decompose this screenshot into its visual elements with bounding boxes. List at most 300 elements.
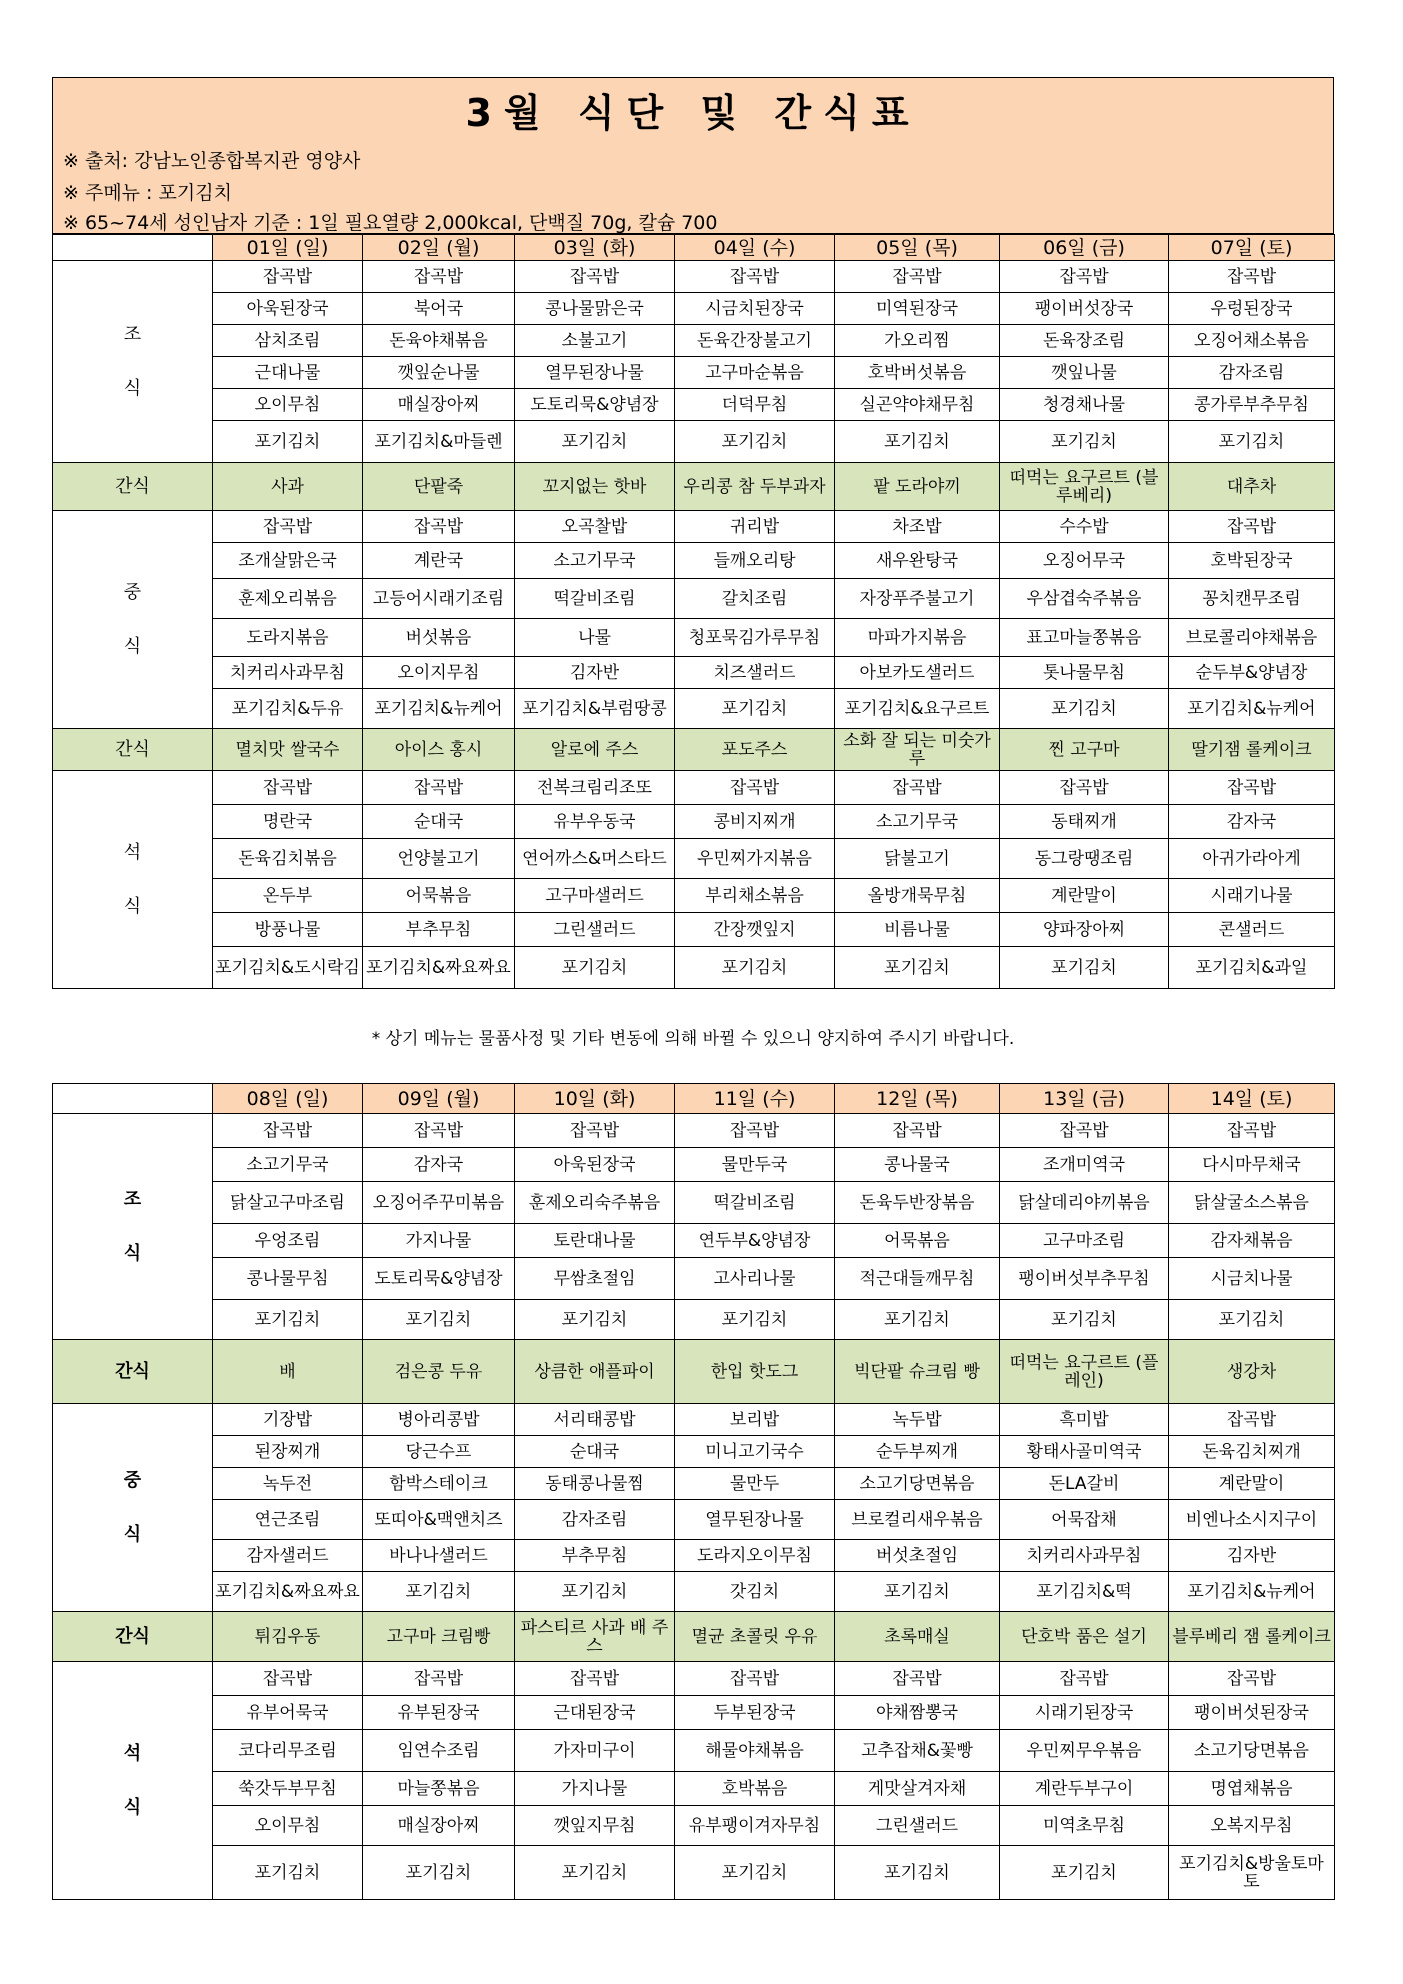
dinner-label-2: 식 bbox=[123, 1796, 142, 1818]
dinner-row bbox=[53, 1696, 1335, 1730]
menu-cell: 잡곡밥 bbox=[1000, 261, 1169, 293]
menu-cell: 잡곡밥 bbox=[363, 261, 515, 293]
snack-cell: 떠먹는 요구르트 (플레인) bbox=[1000, 1340, 1169, 1404]
menu-cell: 연근조림 bbox=[213, 1500, 363, 1540]
menu-cell: 청포묵김가루무침 bbox=[675, 619, 835, 657]
menu-cell: 떡갈비조림 bbox=[515, 579, 675, 619]
menu-cell: 동태콩나물찜 bbox=[515, 1468, 675, 1500]
menu-cell: 계란말이 bbox=[1169, 1468, 1335, 1500]
menu-cell: 수수밥 bbox=[1000, 511, 1169, 543]
menu-cell: 마파가지볶음 bbox=[835, 619, 1000, 657]
dinner-label bbox=[53, 771, 213, 989]
menu-cell: 포기김치 bbox=[1000, 1300, 1169, 1340]
menu-cell: 포기김치 bbox=[835, 1846, 1000, 1900]
menu-cell: 적근대들깨무침 bbox=[835, 1258, 1000, 1300]
breakfast-row bbox=[53, 1300, 1335, 1340]
menu-cell: 잡곡밥 bbox=[1169, 1662, 1335, 1696]
menu-cell: 그린샐러드 bbox=[515, 913, 675, 947]
note-standard: ※ 65~74세 성인남자 기준 : 1일 필요열량 2,000kcal, 단백질 70g, 칼슘 700 bbox=[63, 212, 718, 234]
menu-cell: 치커리사과무침 bbox=[213, 657, 363, 689]
menu-cell: 나물 bbox=[515, 619, 675, 657]
menu-cell: 차조밥 bbox=[835, 511, 1000, 543]
breakfast-label-2: 식 bbox=[123, 377, 142, 399]
menu-cell: 콩나물국 bbox=[835, 1148, 1000, 1182]
menu-cell: 포기김치&떡 bbox=[1000, 1572, 1169, 1612]
menu-cell: 잡곡밥 bbox=[835, 1662, 1000, 1696]
menu-cell: 소고기당면볶음 bbox=[1169, 1730, 1335, 1772]
lunch-row bbox=[53, 689, 1335, 729]
menu-cell: 포기김치 bbox=[515, 947, 675, 989]
menu-cell: 포기김치 bbox=[835, 947, 1000, 989]
menu-cell: 언양불고기 bbox=[363, 839, 515, 879]
menu-cell: 아욱된장국 bbox=[515, 1148, 675, 1182]
menu-cell: 포기김치&뉴케어 bbox=[1169, 1572, 1335, 1612]
snack-cell: 대추차 bbox=[1169, 463, 1335, 511]
menu-cell: 감자조림 bbox=[515, 1500, 675, 1540]
menu-cell: 전복크림리조또 bbox=[515, 771, 675, 805]
menu-cell: 포기김치 bbox=[515, 1572, 675, 1612]
snack-cell: 아이스 홍시 bbox=[363, 729, 515, 771]
breakfast-row bbox=[53, 1114, 1335, 1148]
menu-cell: 잡곡밥 bbox=[1169, 771, 1335, 805]
menu-cell: 브로컬리새우볶음 bbox=[835, 1500, 1000, 1540]
menu-cell: 잡곡밥 bbox=[363, 771, 515, 805]
snack-cell: 멸치맛 쌀국수 bbox=[213, 729, 363, 771]
breakfast-row bbox=[53, 1182, 1335, 1224]
menu-cell: 고구마조림 bbox=[1000, 1224, 1169, 1258]
menu-cell: 삼치조림 bbox=[213, 325, 363, 357]
lunch-label-1: 중 bbox=[123, 581, 142, 603]
menu-cell: 북어국 bbox=[363, 293, 515, 325]
breakfast-row bbox=[53, 1148, 1335, 1182]
menu-cell: 표고마늘쫑볶음 bbox=[1000, 619, 1169, 657]
menu-cell: 포기김치 bbox=[363, 1300, 515, 1340]
menu-cell: 갈치조림 bbox=[675, 579, 835, 619]
menu-cell: 포기김치 bbox=[1169, 421, 1335, 463]
breakfast-row bbox=[53, 357, 1335, 389]
menu-cell: 오징어무국 bbox=[1000, 543, 1169, 579]
menu-cell: 포기김치 bbox=[675, 1300, 835, 1340]
menu-cell: 오이무침 bbox=[213, 389, 363, 421]
snack1-row bbox=[53, 1340, 1335, 1404]
menu-cell: 콩나물맑은국 bbox=[515, 293, 675, 325]
menu-cell: 열무된장나물 bbox=[515, 357, 675, 389]
lunch-row bbox=[53, 1404, 1335, 1436]
menu-cell: 고등어시래기조림 bbox=[363, 579, 515, 619]
snack-cell: 상큼한 애플파이 bbox=[515, 1340, 675, 1404]
menu-cell: 조개살맑은국 bbox=[213, 543, 363, 579]
menu-cell: 근대나물 bbox=[213, 357, 363, 389]
menu-cell: 포기김치 bbox=[213, 1846, 363, 1900]
menu-cell: 임연수조림 bbox=[363, 1730, 515, 1772]
menu-cell: 포기김치 bbox=[675, 1846, 835, 1900]
menu-cell: 순대국 bbox=[515, 1436, 675, 1468]
day-header: 02일 (월) bbox=[363, 235, 515, 261]
menu-cell: 된장찌개 bbox=[213, 1436, 363, 1468]
day-header: 09일 (월) bbox=[363, 1084, 515, 1114]
menu-cell: 꽁치캔무조림 bbox=[1169, 579, 1335, 619]
snack-label: 간식 bbox=[53, 1612, 213, 1662]
breakfast-row bbox=[53, 1258, 1335, 1300]
menu-cell: 닭살데리야끼볶음 bbox=[1000, 1182, 1169, 1224]
menu-cell: 녹두전 bbox=[213, 1468, 363, 1500]
lunch-label bbox=[53, 1404, 213, 1612]
dinner-row bbox=[53, 1846, 1335, 1900]
menu-cell: 오이무침 bbox=[213, 1806, 363, 1846]
menu-cell: 포기김치 bbox=[1000, 1846, 1169, 1900]
menu-cell: 잡곡밥 bbox=[213, 511, 363, 543]
snack-cell: 단호박 품은 설기 bbox=[1000, 1612, 1169, 1662]
breakfast-row bbox=[53, 421, 1335, 463]
corner-cell bbox=[53, 1084, 213, 1114]
menu-cell: 잡곡밥 bbox=[363, 511, 515, 543]
menu-cell: 잡곡밥 bbox=[1169, 261, 1335, 293]
page-title: 3월 식단 및 간식표 bbox=[465, 91, 921, 135]
snack-cell: 배 bbox=[213, 1340, 363, 1404]
breakfast-label-1: 조 bbox=[123, 323, 142, 345]
menu-cell: 깻잎순나물 bbox=[363, 357, 515, 389]
lunch-row bbox=[53, 1468, 1335, 1500]
menu-cell: 부추무침 bbox=[515, 1540, 675, 1572]
menu-cell: 어묵볶음 bbox=[835, 1224, 1000, 1258]
menu-cell: 닭살굴소스볶음 bbox=[1169, 1182, 1335, 1224]
breakfast-row bbox=[53, 293, 1335, 325]
menu-cell: 돈육야채볶음 bbox=[363, 325, 515, 357]
dinner-row bbox=[53, 771, 1335, 805]
corner-cell bbox=[53, 235, 213, 261]
menu-cell: 야채짬뽕국 bbox=[835, 1696, 1000, 1730]
menu-cell: 가자미구이 bbox=[515, 1730, 675, 1772]
menu-cell: 잡곡밥 bbox=[213, 771, 363, 805]
breakfast-row bbox=[53, 325, 1335, 357]
snack-cell: 단팥죽 bbox=[363, 463, 515, 511]
menu-cell: 물만두국 bbox=[675, 1148, 835, 1182]
snack-cell: 한입 핫도그 bbox=[675, 1340, 835, 1404]
menu-cell: 비름나물 bbox=[835, 913, 1000, 947]
day-header: 14일 (토) bbox=[1169, 1084, 1335, 1114]
menu-cell: 잡곡밥 bbox=[213, 261, 363, 293]
menu-cell: 깻잎지무침 bbox=[515, 1806, 675, 1846]
menu-cell: 부추무침 bbox=[363, 913, 515, 947]
day-header-row bbox=[53, 235, 1335, 261]
menu-cell: 팽이버섯장국 bbox=[1000, 293, 1169, 325]
menu-cell: 치즈샐러드 bbox=[675, 657, 835, 689]
menu-cell: 잡곡밥 bbox=[363, 1114, 515, 1148]
menu-cell: 콩비지찌개 bbox=[675, 805, 835, 839]
menu-cell: 닭살고구마조림 bbox=[213, 1182, 363, 1224]
menu-cell: 포기김치 bbox=[363, 1572, 515, 1612]
menu-cell: 가오리찜 bbox=[835, 325, 1000, 357]
menu-cell: 그린샐러드 bbox=[835, 1806, 1000, 1846]
menu-cell: 오곡찰밥 bbox=[515, 511, 675, 543]
menu-cell: 오이지무침 bbox=[363, 657, 515, 689]
menu-cell: 훈제오리숙주볶음 bbox=[515, 1182, 675, 1224]
menu-cell: 포기김치 bbox=[213, 1300, 363, 1340]
menu-cell: 돈LA갈비 bbox=[1000, 1468, 1169, 1500]
menu-cell: 돈육두반장볶음 bbox=[835, 1182, 1000, 1224]
dinner-row bbox=[53, 1772, 1335, 1806]
menu-cell: 포기김치&마들렌 bbox=[363, 421, 515, 463]
menu-cell: 잡곡밥 bbox=[835, 1114, 1000, 1148]
menu-cell: 무쌈초절임 bbox=[515, 1258, 675, 1300]
menu-cell: 잡곡밥 bbox=[515, 261, 675, 293]
menu-cell: 포기김치 bbox=[675, 947, 835, 989]
menu-cell: 미역초무침 bbox=[1000, 1806, 1169, 1846]
menu-cell: 아욱된장국 bbox=[213, 293, 363, 325]
menu-cell: 아보카도샐러드 bbox=[835, 657, 1000, 689]
menu-cell: 유부팽이겨자무침 bbox=[675, 1806, 835, 1846]
menu-cell: 열무된장나물 bbox=[675, 1500, 835, 1540]
lunch-row bbox=[53, 1572, 1335, 1612]
lunch-row bbox=[53, 657, 1335, 689]
menu-cell: 우렁된장국 bbox=[1169, 293, 1335, 325]
menu-cell: 녹두밥 bbox=[835, 1404, 1000, 1436]
menu-cell: 도토리묵&양념장 bbox=[515, 389, 675, 421]
menu-cell: 돈육김치볶음 bbox=[213, 839, 363, 879]
menu-cell: 포기김치 bbox=[835, 1572, 1000, 1612]
menu-cell: 콘샐러드 bbox=[1169, 913, 1335, 947]
snack-label: 간식 bbox=[53, 729, 213, 771]
menu-cell: 토란대나물 bbox=[515, 1224, 675, 1258]
menu-cell: 근대된장국 bbox=[515, 1696, 675, 1730]
snack-cell: 빅단팥 슈크림 빵 bbox=[835, 1340, 1000, 1404]
snack-cell: 블루베리 잼 롤케이크 bbox=[1169, 1612, 1335, 1662]
menu-cell: 팽이버섯된장국 bbox=[1169, 1696, 1335, 1730]
menu-cell: 물만두 bbox=[675, 1468, 835, 1500]
menu-cell: 매실장아찌 bbox=[363, 1806, 515, 1846]
menu-cell: 우엉조림 bbox=[213, 1224, 363, 1258]
lunch-row bbox=[53, 579, 1335, 619]
menu-cell: 감자채볶음 bbox=[1169, 1224, 1335, 1258]
snack1-row bbox=[53, 463, 1335, 511]
note-source: ※ 출처: 강남노인종합복지관 영양사 bbox=[63, 150, 361, 172]
menu-cell: 포기김치&짜요짜요 bbox=[363, 947, 515, 989]
menu-cell: 명엽채볶음 bbox=[1169, 1772, 1335, 1806]
menu-cell: 잡곡밥 bbox=[1000, 1114, 1169, 1148]
menu-cell: 닭불고기 bbox=[835, 839, 1000, 879]
menu-cell: 시래기된장국 bbox=[1000, 1696, 1169, 1730]
menu-cell: 김자반 bbox=[515, 657, 675, 689]
menu-cell: 계란두부구이 bbox=[1000, 1772, 1169, 1806]
menu-cell: 포기김치 bbox=[1169, 1300, 1335, 1340]
snack-cell: 고구마 크림빵 bbox=[363, 1612, 515, 1662]
menu-cell: 치커리사과무침 bbox=[1000, 1540, 1169, 1572]
menu-cell: 서리태콩밥 bbox=[515, 1404, 675, 1436]
menu-cell: 잡곡밥 bbox=[675, 261, 835, 293]
breakfast-label-2: 식 bbox=[123, 1242, 142, 1264]
menu-cell: 마늘쫑볶음 bbox=[363, 1772, 515, 1806]
menu-cell: 들깨오리탕 bbox=[675, 543, 835, 579]
menu-cell: 감자국 bbox=[363, 1148, 515, 1182]
menu-cell: 함박스테이크 bbox=[363, 1468, 515, 1500]
menu-cell: 실곤약야채무침 bbox=[835, 389, 1000, 421]
menu-cell: 바나나샐러드 bbox=[363, 1540, 515, 1572]
menu-cell: 소고기무국 bbox=[213, 1148, 363, 1182]
menu-cell: 고구마순볶음 bbox=[675, 357, 835, 389]
menu-cell: 잡곡밥 bbox=[835, 261, 1000, 293]
dinner-row bbox=[53, 913, 1335, 947]
menu-cell: 방풍나물 bbox=[213, 913, 363, 947]
menu-cell: 계란국 bbox=[363, 543, 515, 579]
menu-cell: 브로콜리야채볶음 bbox=[1169, 619, 1335, 657]
day-header: 12일 (목) bbox=[835, 1084, 1000, 1114]
menu-cell: 해물야채볶음 bbox=[675, 1730, 835, 1772]
menu-cell: 포기김치 bbox=[363, 1846, 515, 1900]
menu-cell: 연어까스&머스타드 bbox=[515, 839, 675, 879]
menu-cell: 포기김치&두유 bbox=[213, 689, 363, 729]
menu-cell: 자장푸주불고기 bbox=[835, 579, 1000, 619]
note-main-menu: ※ 주메뉴 : 포기김치 bbox=[63, 182, 232, 204]
lunch-label-2: 식 bbox=[123, 1523, 142, 1545]
change-notice: * 상기 메뉴는 물품사정 및 기타 변동에 의해 바뀔 수 있으니 양지하여 주시기 바랍니다. bbox=[371, 1029, 1015, 1049]
breakfast-row bbox=[53, 261, 1335, 293]
menu-cell: 청경채나물 bbox=[1000, 389, 1169, 421]
snack-cell: 포도주스 bbox=[675, 729, 835, 771]
menu-cell: 소고기당면볶음 bbox=[835, 1468, 1000, 1500]
day-header: 11일 (수) bbox=[675, 1084, 835, 1114]
menu-cell: 잡곡밥 bbox=[675, 771, 835, 805]
breakfast-label bbox=[53, 261, 213, 463]
snack-cell: 검은콩 두유 bbox=[363, 1340, 515, 1404]
menu-cell: 포기김치&요구르트 bbox=[835, 689, 1000, 729]
dinner-row bbox=[53, 1806, 1335, 1846]
menu-cell: 포기김치 bbox=[1000, 689, 1169, 729]
menu-cell: 부리채소볶음 bbox=[675, 879, 835, 913]
week2-menu-table bbox=[52, 1083, 1335, 1900]
menu-cell: 포기김치 bbox=[675, 689, 835, 729]
breakfast-label-1: 조 bbox=[123, 1188, 142, 1210]
menu-cell: 유부된장국 bbox=[363, 1696, 515, 1730]
menu-cell: 잡곡밥 bbox=[1169, 1114, 1335, 1148]
menu-cell: 게맛살겨자채 bbox=[835, 1772, 1000, 1806]
menu-cell: 감자국 bbox=[1169, 805, 1335, 839]
lunch-label bbox=[53, 511, 213, 729]
day-header: 03일 (화) bbox=[515, 235, 675, 261]
menu-cell: 오복지무침 bbox=[1169, 1806, 1335, 1846]
dinner-label-1: 석 bbox=[123, 841, 142, 863]
menu-cell: 포기김치 bbox=[213, 421, 363, 463]
snack-cell: 우리콩 참 두부과자 bbox=[675, 463, 835, 511]
menu-cell: 어묵볶음 bbox=[363, 879, 515, 913]
dinner-label bbox=[53, 1662, 213, 1900]
lunch-row bbox=[53, 1436, 1335, 1468]
menu-header bbox=[52, 77, 1334, 234]
menu-cell: 어묵잡채 bbox=[1000, 1500, 1169, 1540]
menu-cell: 계란말이 bbox=[1000, 879, 1169, 913]
dinner-row bbox=[53, 1662, 1335, 1696]
menu-cell: 포기김치&방울토마토 bbox=[1169, 1846, 1335, 1900]
menu-cell: 도라지볶음 bbox=[213, 619, 363, 657]
menu-cell: 팽이버섯부추무침 bbox=[1000, 1258, 1169, 1300]
snack-cell: 멸균 초콜릿 우유 bbox=[675, 1612, 835, 1662]
menu-cell: 돈육장조림 bbox=[1000, 325, 1169, 357]
menu-cell: 가지나물 bbox=[363, 1224, 515, 1258]
menu-cell: 소불고기 bbox=[515, 325, 675, 357]
menu-cell: 순두부&양념장 bbox=[1169, 657, 1335, 689]
dinner-row bbox=[53, 947, 1335, 989]
menu-cell: 포기김치&부럼땅콩 bbox=[515, 689, 675, 729]
menu-cell: 황태사골미역국 bbox=[1000, 1436, 1169, 1468]
menu-cell: 조개미역국 bbox=[1000, 1148, 1169, 1182]
snack2-row bbox=[53, 729, 1335, 771]
menu-cell: 흑미밥 bbox=[1000, 1404, 1169, 1436]
menu-cell: 잡곡밥 bbox=[213, 1114, 363, 1148]
snack-cell: 찐 고구마 bbox=[1000, 729, 1169, 771]
snack2-row bbox=[53, 1612, 1335, 1662]
menu-cell: 돈육김치찌개 bbox=[1169, 1436, 1335, 1468]
snack-cell: 딸기잼 롤케이크 bbox=[1169, 729, 1335, 771]
day-header: 05일 (목) bbox=[835, 235, 1000, 261]
snack-cell: 사과 bbox=[213, 463, 363, 511]
menu-cell: 포기김치 bbox=[835, 421, 1000, 463]
menu-cell: 콩나물무침 bbox=[213, 1258, 363, 1300]
menu-cell: 아귀가라아게 bbox=[1169, 839, 1335, 879]
menu-cell: 잡곡밥 bbox=[675, 1662, 835, 1696]
snack-cell: 팥 도라야끼 bbox=[835, 463, 1000, 511]
day-header: 10일 (화) bbox=[515, 1084, 675, 1114]
lunch-row bbox=[53, 543, 1335, 579]
menu-cell: 간장깻잎지 bbox=[675, 913, 835, 947]
menu-cell: 훈제오리볶음 bbox=[213, 579, 363, 619]
menu-cell: 톳나물무침 bbox=[1000, 657, 1169, 689]
menu-cell: 코다리무조림 bbox=[213, 1730, 363, 1772]
menu-cell: 고구마샐러드 bbox=[515, 879, 675, 913]
dinner-label-1: 석 bbox=[123, 1742, 142, 1764]
menu-cell: 더덕무침 bbox=[675, 389, 835, 421]
menu-cell: 시래기나물 bbox=[1169, 879, 1335, 913]
day-header: 04일 (수) bbox=[675, 235, 835, 261]
menu-cell: 김자반 bbox=[1169, 1540, 1335, 1572]
menu-cell: 보리밥 bbox=[675, 1404, 835, 1436]
menu-cell: 잡곡밥 bbox=[363, 1662, 515, 1696]
menu-cell: 잡곡밥 bbox=[1000, 1662, 1169, 1696]
menu-cell: 깻잎나물 bbox=[1000, 357, 1169, 389]
menu-cell: 귀리밥 bbox=[675, 511, 835, 543]
dinner-row bbox=[53, 1730, 1335, 1772]
dinner-row bbox=[53, 839, 1335, 879]
menu-cell: 우민찌가지볶음 bbox=[675, 839, 835, 879]
menu-cell: 새우완탕국 bbox=[835, 543, 1000, 579]
menu-cell: 포기김치 bbox=[835, 1300, 1000, 1340]
menu-cell: 시금치나물 bbox=[1169, 1258, 1335, 1300]
breakfast-row bbox=[53, 1224, 1335, 1258]
menu-cell: 오징어주꾸미볶음 bbox=[363, 1182, 515, 1224]
menu-cell: 고사리나물 bbox=[675, 1258, 835, 1300]
menu-cell: 잡곡밥 bbox=[1000, 771, 1169, 805]
menu-cell: 포기김치 bbox=[1000, 421, 1169, 463]
menu-cell: 또띠아&맥앤치즈 bbox=[363, 1500, 515, 1540]
menu-cell: 두부된장국 bbox=[675, 1696, 835, 1730]
menu-cell: 유부어묵국 bbox=[213, 1696, 363, 1730]
menu-cell: 떡갈비조림 bbox=[675, 1182, 835, 1224]
menu-cell: 포기김치 bbox=[675, 421, 835, 463]
menu-cell: 잡곡밥 bbox=[1169, 1404, 1335, 1436]
menu-cell: 버섯초절임 bbox=[835, 1540, 1000, 1572]
menu-cell: 쑥갓두부무침 bbox=[213, 1772, 363, 1806]
menu-cell: 잡곡밥 bbox=[835, 771, 1000, 805]
day-header: 08일 (일) bbox=[213, 1084, 363, 1114]
menu-cell: 포기김치&짜요짜요 bbox=[213, 1572, 363, 1612]
day-header: 01일 (일) bbox=[213, 235, 363, 261]
menu-cell: 미니고기국수 bbox=[675, 1436, 835, 1468]
lunch-row bbox=[53, 619, 1335, 657]
menu-cell: 유부우동국 bbox=[515, 805, 675, 839]
menu-cell: 기장밥 bbox=[213, 1404, 363, 1436]
menu-cell: 잡곡밥 bbox=[213, 1662, 363, 1696]
menu-cell: 오징어채소볶음 bbox=[1169, 325, 1335, 357]
menu-cell: 다시마무채국 bbox=[1169, 1148, 1335, 1182]
snack-cell: 꼬지없는 핫바 bbox=[515, 463, 675, 511]
